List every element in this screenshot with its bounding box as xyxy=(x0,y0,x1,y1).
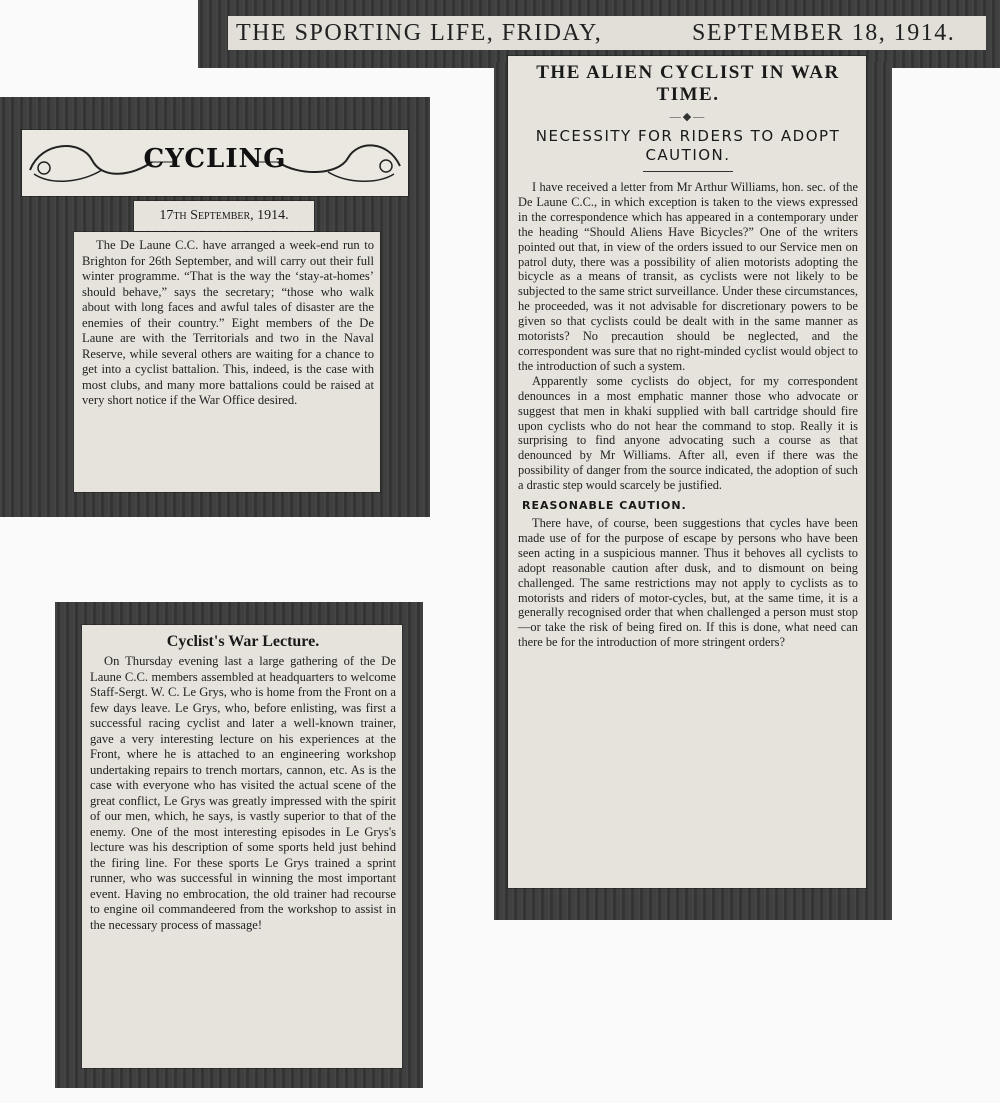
divider-rule xyxy=(643,171,733,172)
cycling-banner-title: CYCLING xyxy=(143,144,287,174)
lecture-title: Cyclist's War Lecture. xyxy=(166,633,320,650)
masthead-title: THE SPORTING LIFE, FRIDAY, xyxy=(228,16,686,50)
alien-headline: THE ALIEN CYCLIST IN WAR TIME. xyxy=(536,62,840,105)
ornament-divider-icon: —◆— xyxy=(669,111,707,123)
lecture-article xyxy=(82,625,402,1068)
alien-subheadline: NECESSITY FOR RIDERS TO ADOPT CAUTION. xyxy=(535,127,841,164)
cycling-article xyxy=(74,232,380,492)
alien-paragraph: There have, of course, been suggestions that cycles have been made use of for the purpose of escape by persons who have been seen acting in a suspicious manner. Thus it behoves all cyclists to adopt reasonable caution after dusk, and to dismount on being challenged. The same restrictions may not apply to cyclists as to motorists and riders of motor-cycles, but, at the same time, it is a generally recognised order that when challenged a person must stop—or take the risk of being fired on. If this is done, what need can there be for the introduction of more stringent orders? xyxy=(518,516,858,650)
lecture-paragraph: On Thursday evening last a large gathering of the De Laune C.C. members assembled at headquarters to welcome Staff-Sergt. W. C. Le Grys, who is home from the Front on a few days leave. Le Grys, who, before enlisting, was first a successful racing cyclist and later a well-known trainer, gave a very interesting lecture on his experiences at the Front, where he is attached to an engineering workshop undertaking repairs to trench mortars, cannon, etc. As is the case with everyone who has visited the actual scene of the great conflict, Le Grys was greatly impressed with the spirit of our men, which, he says, is vastly superior to that of the enemy. One of the most interesting episodes in Le Grys's lecture was his description of some sports held just behind the firing line. For these sports Le Grys trained a sprint runner, who was successful in winning the most important event. Having no embrocation, the old trainer had recourse to engine oil commandeered from the workshop to assist in the necessary process of massage! xyxy=(90,654,396,932)
section-heading: REASONABLE CAUTION. xyxy=(522,499,687,513)
cycling-paragraph: The De Laune C.C. have arranged a week-end run to Brighton for 26th September, and will carry out their full winter programme. “That is the way the ‘stay-at-homes’ should behave,” says the secretary; “those who walk about with long faces and awful tales of disaster are the enemies of their country.” Eight members of the De Laune are with the Territorials and two in the Naval Reserve, while several others are waiting for a chance to get into a cyclist battalion. This, indeed, is the case with most clubs, and many more battalions could be raised at very short notice if the War Office desired. xyxy=(82,238,374,407)
alien-paragraph: Apparently some cyclists do object, for my correspondent denounces in a most emphatic manner those who advocate or suggest that men in khaki supplied with ball cartridge should fire upon cyclists who do not hear the command to stop. Really it is surprising to find anyone advocating such a course as that denounced by Mr Williams. After all, even if there was the possibility of danger from the source indicated, the adoption of such a drastic step would scarcely be justified. xyxy=(518,373,858,493)
masthead-date: SEPTEMBER 18, 1914. xyxy=(686,16,986,50)
alien-article xyxy=(508,56,866,888)
cycling-banner xyxy=(22,130,408,196)
alien-paragraph: I have received a letter from Mr Arthur Williams, hon. sec. of the De Laune C.C., in which exception is taken to the views expressed in the correspondence which has appeared in a contemporary under the heading “Should Aliens Have Bicycles?” One of the writers pointed out that, in view of the orders issued to our Service men on patrol duty, there was a possibility of alien motorists adopting the bicycle as a means of transit, as cyclists were not likely to be subjected to the same strict surveillance. Under these circumstances, he proceeded, was it not advisable for discretionary powers to be given so that cyclists could be dealt with in the same manner as motorists? No precaution should be neglected, and the correspondent was sure that no right-minded cyclist would object to the introduction of such a system. xyxy=(518,180,858,373)
cycling-date: 17th September, 1914. xyxy=(134,201,314,231)
